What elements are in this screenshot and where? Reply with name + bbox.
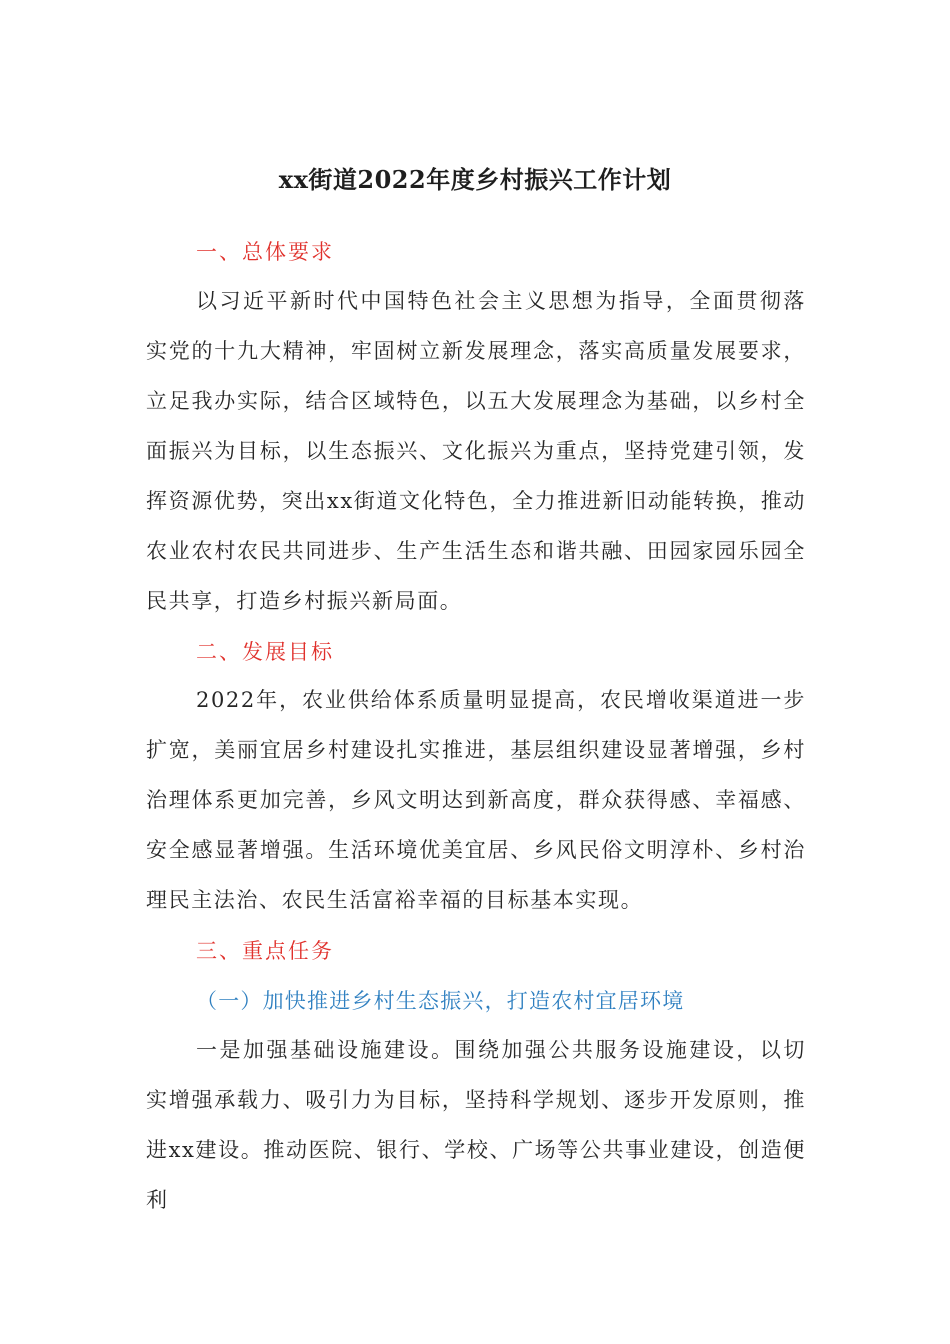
section-heading-general-requirements: 一、总体要求 [196, 240, 334, 264]
subsection-heading-ecological-revitalization: （一）加快推进乡村生态振兴，打造农村宜居环境 [196, 989, 685, 1013]
section-paragraph-development-goals: 2022年，农业供给体系质量明显提高，农民增收渠道进一步扩宽，美丽宜居乡村建设扎实推进，基层组织建设显著增强，乡村治理体系更加完善，乡风文明达到新高度，群众获得感、幸福感、安全感显著增强。生活环境优美宜居、乡风民俗文明淳朴、乡村治理民主法治、农民生活富裕幸福的目标基本实现。 [146, 688, 806, 912]
document-title: xx街道2022年度乡村振兴工作计划 [278, 165, 672, 194]
section-heading-key-tasks: 三、重点任务 [196, 939, 334, 963]
section-paragraph-key-tasks: 一是加强基础设施建设。围绕加强公共服务设施建设，以切实增强承载力、吸引力为目标，坚持科学规划、逐步开发原则，推进xx建设。推动医院、银行、学校、广场等公共事业建设，创造便利 [146, 1038, 806, 1212]
section-heading-development-goals: 二、发展目标 [196, 640, 334, 664]
section-paragraph-general-requirements: 以习近平新时代中国特色社会主义思想为指导，全面贯彻落实党的十九大精神，牢固树立新发展理念，落实高质量发展要求，立足我办实际，结合区域特色，以五大发展理念为基础，以乡村全面振兴为目标，以生态振兴、文化振兴为重点，坚持党建引领，发挥资源优势，突出xx街道文化特色，全力推进新旧动能转换，推动农业农村农民共同进步、生产生活生态和谐共融、田园家园乐园全民共享，打造乡村振兴新局面。 [146, 289, 806, 613]
